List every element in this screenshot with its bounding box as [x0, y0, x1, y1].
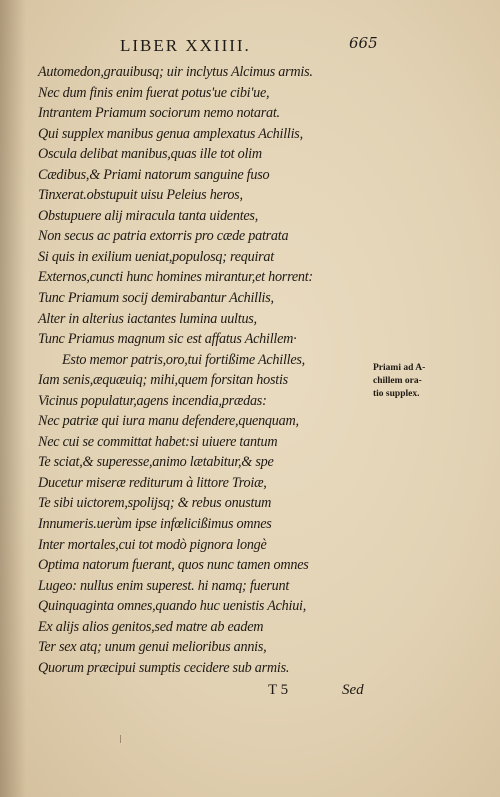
- verse-line: Optima natorum fuerant, quos nunc tamen omnes: [38, 557, 309, 574]
- verse-line: Intrantem Priamum sociorum nemo notarat.: [38, 105, 280, 122]
- running-head: LIBER XXIIII.: [120, 36, 251, 55]
- verse-line: Lugeo: nullus enim superest. hi namq; fuerunt: [38, 577, 290, 594]
- verse-line: Cædibus,& Priami natorum sanguine fuso: [38, 166, 270, 183]
- marginal-note: [373, 362, 453, 401]
- verse-line: Externos,cuncti hunc homines mirantur,et horrent:: [38, 269, 313, 286]
- verse-line: Si quis in exilium ueniat,populosq; requirat: [38, 248, 274, 265]
- signature-mark: T 5: [268, 682, 289, 698]
- verse-text: [38, 62, 368, 678]
- verse-line: Inter mortales,cui tot modò pignora longè: [38, 536, 267, 553]
- page-number: 665: [349, 34, 378, 52]
- verse-line: Te sibi uictorem,spolijsq; & rebus onustum: [38, 495, 272, 512]
- spine-shadow: [0, 0, 26, 797]
- verse-line: Non secus ac patria extorris pro cæde patrata: [38, 228, 289, 245]
- page-header: [0, 34, 500, 58]
- verse-line: Esto memor patris,oro,tui fortißime Achilles,: [62, 351, 305, 368]
- marginal-note-line: tio supplex.: [373, 389, 420, 399]
- ink-speck: [120, 735, 125, 743]
- verse-line: Te sciat,& superesse,animo lætabitur,& spe: [38, 454, 274, 471]
- verse-line: Ex alijs alios genitos,sed matre ab eadem: [38, 618, 264, 635]
- verse-line: Tinxerat.obstupuit uisu Peleius heros,: [38, 187, 243, 204]
- verse-line: Automedon,grauibusq; uir inclytus Alcimus armis.: [38, 64, 313, 80]
- verse-line: Obstupuere alij miracula tanta uidentes,: [38, 207, 258, 224]
- verse-line: Quinquaginta omnes,quando huc uenistis Achiui,: [38, 598, 307, 615]
- verse-line: Ducetur miseræ rediturum à littore Troiæ,: [38, 474, 267, 491]
- verse-line: Nec dum finis enim fuerat potus'ue cibi'ue,: [38, 84, 270, 101]
- verse-line: Iam senis,æquæuiq; mihi,quem forsitan hostis: [38, 372, 288, 389]
- page-footer: [0, 682, 500, 704]
- verse-line: Alter in alterius iactantes lumina uultus,: [38, 310, 257, 327]
- marginal-note-line: chillem ora-: [373, 376, 422, 386]
- verse-line: Nec cui se committat habet:si uiuere tantum: [38, 433, 278, 450]
- verse-line: Oscula delibat manibus,quas ille tot olim: [38, 146, 262, 163]
- catchword: Sed: [342, 682, 364, 698]
- marginal-note-line: Priami ad A-: [373, 363, 426, 373]
- verse-line: Qui supplex manibus genua amplexatus Achillis,: [38, 125, 303, 142]
- verse-line: Tunc Priamum socij demirabantur Achillis,: [38, 290, 274, 307]
- verse-line: Quorum præcipui sumptis cecidere sub armis.: [38, 659, 290, 676]
- verse-line: Nec patriæ qui iura manu defendere,quenquam,: [38, 413, 299, 430]
- verse-line: Innumeris.uerùm ipse infœlicißimus omnes: [38, 516, 272, 533]
- verse-line: Ter sex atq; unum genui melioribus annis,: [38, 639, 267, 656]
- verse-line: Tunc Priamus magnum sic est affatus Achillem·: [38, 331, 297, 348]
- verse-line: Vicinus populatur,agens incendia,prædas:: [38, 392, 267, 409]
